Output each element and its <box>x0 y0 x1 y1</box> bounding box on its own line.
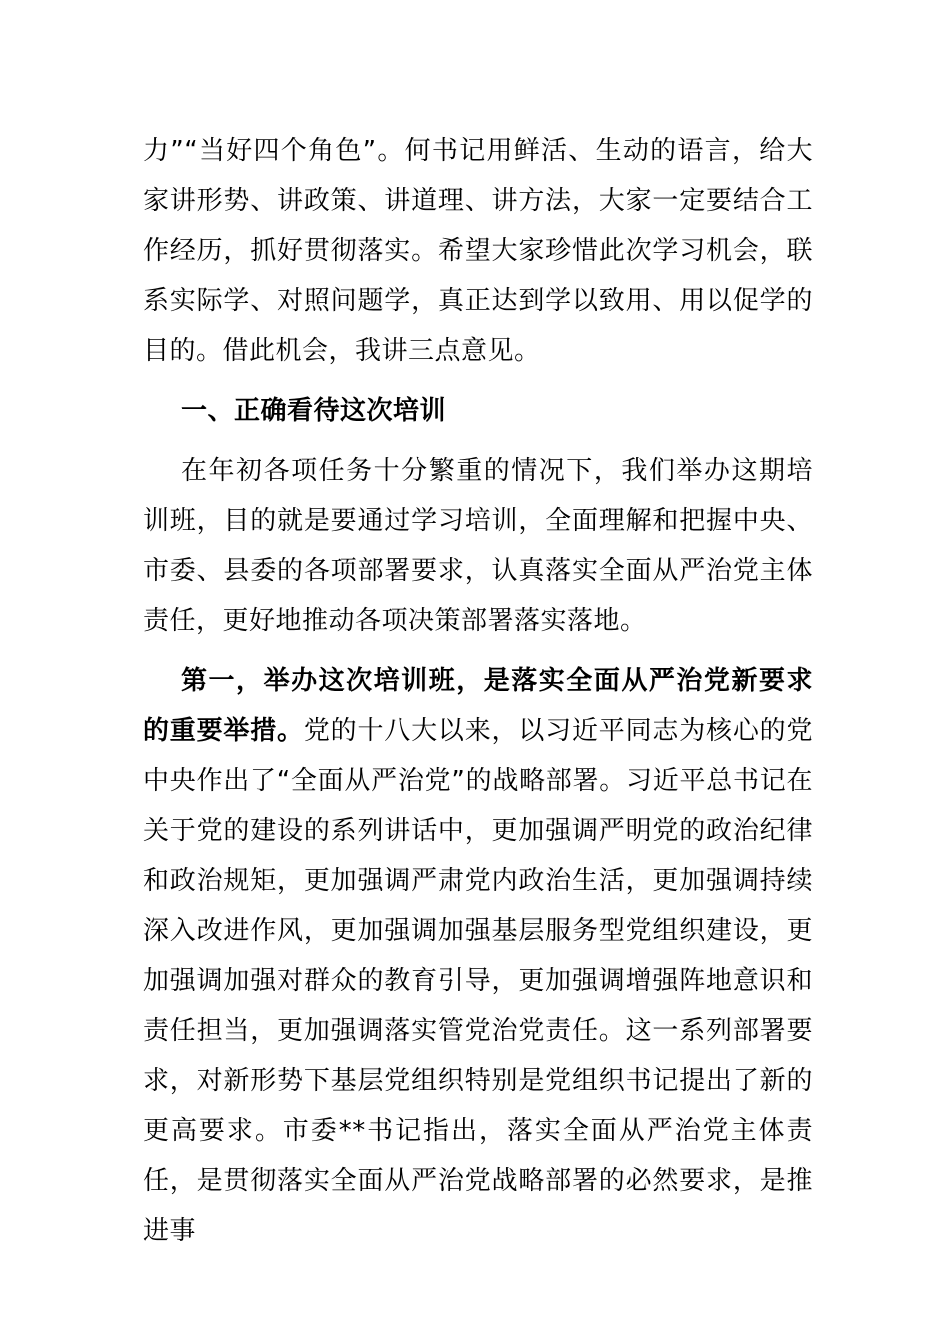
intro-paragraph: 力”“当好四个角色”。何书记用鲜活、生动的语言，给大家讲形势、讲政策、讲道理、讲方法，大家一定要结合工作经历，抓好贯彻落实。希望大家珍惜此次学习机会，联系实际学、对照问题学，真正达到学以致用、用以促学的目的。借此机会，我讲三点意见。 <box>143 136 813 366</box>
section-heading: 一、正确看待这次培训 <box>181 396 447 426</box>
point-one-lead: 第一，举办这次培训班，是落实全面从严治党新要求的重要举措。 <box>143 666 813 746</box>
point-one-body: 党的十八大以来，以习近平同志为核心的党中央作出了“全面从严治党”的战略部署。习近平总书记在关于党的建设的系列讲话中，更加强调严明党的政治纪律和政治规矩，更加强调严肃党内政治生活，更加强调持续深入改进作风，更加强调加强基层服务型党组织建设，更加强调加强对群众的教育引导，更加强调增强阵地意识和责任担当，更加强调落实管党治党责任。这一系列部署要求，对新形势下基层党组织特别是党组织书记提出了新的更高要求。市委**书记指出，落实全面从严治党主体责任，是贯彻落实全面从严治党战略部署的必然要求，是推进事 <box>143 716 813 1246</box>
point-one-paragraph <box>143 656 813 1256</box>
section-paragraph: 在年初各项任务十分繁重的情况下，我们举办这期培训班，目的就是要通过学习培训，全面理解和把握中央、市委、县委的各项部署要求，认真落实全面从严治党主体责任，更好地推动各项决策部署落实落地。 <box>143 456 813 636</box>
document-page <box>143 126 813 1256</box>
